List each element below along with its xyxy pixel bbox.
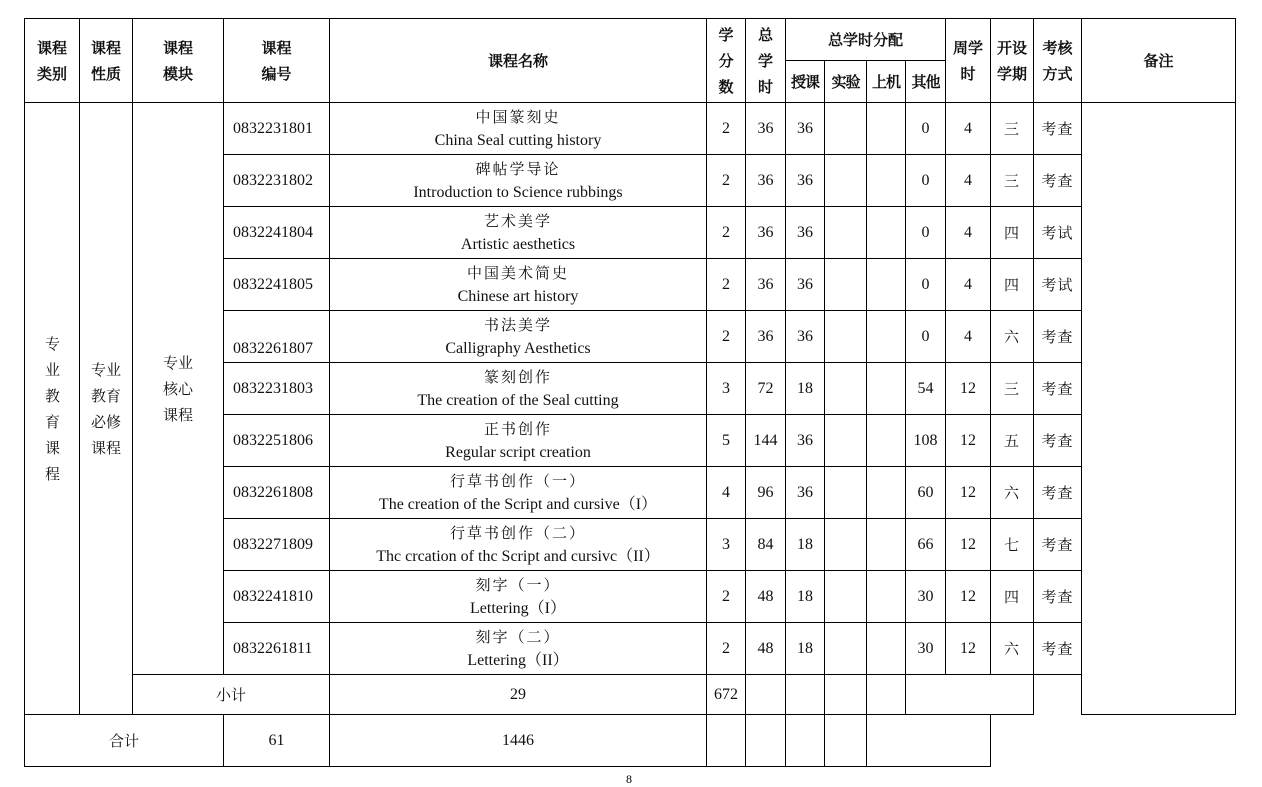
course-semester: 六 <box>991 623 1034 675</box>
course-name-cell <box>330 259 707 311</box>
course-hours: 84 <box>746 519 786 571</box>
header-assessment: 考核方式 <box>1034 19 1082 103</box>
subtotal-empty-cell <box>786 675 825 715</box>
course-name-cn: 行草书创作（二） <box>449 523 586 542</box>
header-nature: 课程性质 <box>80 19 133 103</box>
course-computer <box>867 571 906 623</box>
course-weekly: 4 <box>946 207 991 259</box>
course-name-en: The creation of the Script and cursive（I） <box>378 495 658 513</box>
course-computer <box>867 363 906 415</box>
course-semester: 六 <box>991 311 1034 363</box>
total-row <box>25 715 1236 767</box>
course-semester: 三 <box>991 103 1034 155</box>
course-lecture: 36 <box>786 415 825 467</box>
course-lecture: 18 <box>786 519 825 571</box>
course-computer <box>867 103 906 155</box>
course-other: 0 <box>906 311 946 363</box>
course-assessment: 考查 <box>1034 519 1082 571</box>
subtotal-row <box>25 675 1236 715</box>
course-code: 0832251806 <box>224 415 330 467</box>
course-name-en: Regular script creation <box>445 443 591 461</box>
course-assessment: 考查 <box>1034 467 1082 519</box>
course-code: 0832261807 <box>224 311 330 363</box>
course-credits: 4 <box>707 467 746 519</box>
header-computer: 上机 <box>867 61 906 103</box>
course-other: 54 <box>906 363 946 415</box>
course-credits: 2 <box>707 571 746 623</box>
course-name-cell <box>330 311 707 363</box>
header-credits: 学分数 <box>707 19 746 103</box>
course-code: 0832231801 <box>224 103 330 155</box>
course-credits: 3 <box>707 519 746 571</box>
course-code: 0832241805 <box>224 259 330 311</box>
course-weekly: 12 <box>946 415 991 467</box>
course-lecture: 36 <box>786 207 825 259</box>
total-empty-cell <box>825 715 867 767</box>
course-semester: 四 <box>991 207 1034 259</box>
course-hours: 36 <box>746 103 786 155</box>
header-row-1 <box>25 19 1236 61</box>
curriculum-table-wrapper <box>24 18 1236 767</box>
course-experiment <box>825 467 867 519</box>
nature-cell <box>80 103 133 715</box>
course-experiment <box>825 311 867 363</box>
total-hours: 1446 <box>330 715 707 767</box>
course-hours: 36 <box>746 311 786 363</box>
course-credits: 2 <box>707 623 746 675</box>
remarks-cell <box>1082 103 1236 715</box>
course-assessment: 考查 <box>1034 363 1082 415</box>
table-row <box>25 103 1236 155</box>
course-code: 0832231803 <box>224 363 330 415</box>
header-other: 其他 <box>906 61 946 103</box>
curriculum-table <box>24 18 1236 767</box>
course-name-en: Introduction to Science rubbings <box>413 183 623 201</box>
course-experiment <box>825 103 867 155</box>
course-experiment <box>825 207 867 259</box>
course-weekly: 4 <box>946 103 991 155</box>
category-text: 专业教育课程 <box>45 334 61 483</box>
course-other: 0 <box>906 155 946 207</box>
course-name-cell <box>330 415 707 467</box>
course-name-cell <box>330 623 707 675</box>
module-cell <box>133 103 224 675</box>
course-assessment: 考试 <box>1034 207 1082 259</box>
course-name-cn: 刻字（二） <box>475 627 561 646</box>
header-semester: 开设学期 <box>991 19 1034 103</box>
header-name: 课程名称 <box>330 19 707 103</box>
course-code: 0832271809 <box>224 519 330 571</box>
course-hours: 96 <box>746 467 786 519</box>
course-name-cn: 中国篆刻史 <box>475 107 561 126</box>
course-experiment <box>825 363 867 415</box>
subtotal-empty-cell <box>867 675 906 715</box>
course-computer <box>867 311 906 363</box>
course-lecture: 36 <box>786 155 825 207</box>
course-weekly: 12 <box>946 467 991 519</box>
course-other: 0 <box>906 103 946 155</box>
course-name-cell <box>330 467 707 519</box>
course-other: 0 <box>906 259 946 311</box>
course-name-en: The creation of the Seal cutting <box>417 391 619 409</box>
course-name-en: Thc crcation of thc Script and cursivc（II） <box>376 547 660 565</box>
header-weekly-hours: 周学时 <box>946 19 991 103</box>
course-semester: 七 <box>991 519 1034 571</box>
course-assessment: 考查 <box>1034 155 1082 207</box>
course-assessment: 考试 <box>1034 259 1082 311</box>
header-remarks: 备注 <box>1082 19 1236 103</box>
course-experiment <box>825 571 867 623</box>
course-credits: 3 <box>707 363 746 415</box>
course-semester: 三 <box>991 363 1034 415</box>
total-empty-cell <box>746 715 786 767</box>
course-hours: 36 <box>746 259 786 311</box>
course-experiment <box>825 155 867 207</box>
course-hours: 36 <box>746 155 786 207</box>
course-lecture: 18 <box>786 363 825 415</box>
subtotal-credits: 29 <box>330 675 707 715</box>
course-weekly: 12 <box>946 571 991 623</box>
course-code: 0832261811 <box>224 623 330 675</box>
course-name-en: Chinese art history <box>457 287 579 305</box>
course-lecture: 36 <box>786 259 825 311</box>
course-computer <box>867 623 906 675</box>
course-assessment: 考查 <box>1034 103 1082 155</box>
course-name-cn: 书法美学 <box>483 315 552 334</box>
course-credits: 2 <box>707 311 746 363</box>
course-name-cn: 行草书创作（一） <box>449 471 586 490</box>
header-code: 课程编号 <box>224 19 330 103</box>
course-name-cn: 中国美术简史 <box>466 263 569 282</box>
course-name-en: China Seal cutting history <box>434 131 602 149</box>
course-weekly: 12 <box>946 623 991 675</box>
course-other: 30 <box>906 571 946 623</box>
course-semester: 四 <box>991 571 1034 623</box>
header-category: 课程类别 <box>25 19 80 103</box>
course-computer <box>867 207 906 259</box>
course-name-cn: 刻字（一） <box>475 575 561 594</box>
course-weekly: 4 <box>946 311 991 363</box>
subtotal-label: 小计 <box>133 675 330 715</box>
page-number: 8 <box>626 772 632 786</box>
header-lecture: 授课 <box>786 61 825 103</box>
course-credits: 2 <box>707 259 746 311</box>
course-credits: 2 <box>707 207 746 259</box>
course-name-en: Artistic aesthetics <box>460 235 576 253</box>
course-name-cn: 篆刻创作 <box>483 367 552 386</box>
course-semester: 四 <box>991 259 1034 311</box>
total-credits: 61 <box>224 715 330 767</box>
course-name-cell <box>330 155 707 207</box>
total-empty-cell <box>786 715 825 767</box>
course-credits: 5 <box>707 415 746 467</box>
course-credits: 2 <box>707 103 746 155</box>
course-weekly: 4 <box>946 259 991 311</box>
course-name-en: Calligraphy Aesthetics <box>445 339 591 357</box>
course-name-en: Lettering（II） <box>467 651 569 669</box>
course-computer <box>867 467 906 519</box>
course-code: 0832231802 <box>224 155 330 207</box>
course-hours: 72 <box>746 363 786 415</box>
course-lecture: 36 <box>786 103 825 155</box>
course-assessment: 考查 <box>1034 415 1082 467</box>
course-computer <box>867 259 906 311</box>
course-credits: 2 <box>707 155 746 207</box>
course-name-cell <box>330 571 707 623</box>
total-empty-cell <box>867 715 991 767</box>
course-experiment <box>825 259 867 311</box>
header-total-hours: 总学时 <box>746 19 786 103</box>
course-code: 0832261808 <box>224 467 330 519</box>
course-hours: 48 <box>746 571 786 623</box>
module-text: 专业核心课程 <box>162 353 193 424</box>
course-experiment <box>825 623 867 675</box>
course-other: 60 <box>906 467 946 519</box>
course-lecture: 36 <box>786 311 825 363</box>
course-weekly: 4 <box>946 155 991 207</box>
course-name-cell <box>330 207 707 259</box>
course-semester: 五 <box>991 415 1034 467</box>
course-assessment: 考查 <box>1034 311 1082 363</box>
course-other: 108 <box>906 415 946 467</box>
course-code: 0832241810 <box>224 571 330 623</box>
total-empty-cell <box>707 715 746 767</box>
subtotal-empty-cell <box>825 675 867 715</box>
course-name-cell <box>330 363 707 415</box>
course-name-cell <box>330 519 707 571</box>
course-experiment <box>825 415 867 467</box>
course-assessment: 考查 <box>1034 623 1082 675</box>
course-computer <box>867 519 906 571</box>
course-lecture: 18 <box>786 571 825 623</box>
course-name-cn: 艺术美学 <box>483 211 552 230</box>
header-module: 课程模块 <box>133 19 224 103</box>
course-name-cell <box>330 103 707 155</box>
category-cell <box>25 103 80 715</box>
total-label: 合计 <box>25 715 224 767</box>
course-name-cn: 碑帖学导论 <box>475 159 561 178</box>
course-lecture: 36 <box>786 467 825 519</box>
course-computer <box>867 155 906 207</box>
course-assessment: 考查 <box>1034 571 1082 623</box>
course-lecture: 18 <box>786 623 825 675</box>
header-distribution: 总学时分配 <box>786 19 946 61</box>
course-hours: 144 <box>746 415 786 467</box>
subtotal-hours: 672 <box>707 675 746 715</box>
course-other: 66 <box>906 519 946 571</box>
course-name-cn: 正书创作 <box>483 419 552 438</box>
course-hours: 48 <box>746 623 786 675</box>
course-semester: 三 <box>991 155 1034 207</box>
course-weekly: 12 <box>946 363 991 415</box>
course-semester: 六 <box>991 467 1034 519</box>
course-computer <box>867 415 906 467</box>
course-hours: 36 <box>746 207 786 259</box>
nature-text: 专业教育必修课程 <box>90 360 121 457</box>
course-weekly: 12 <box>946 519 991 571</box>
course-name-en: Lettering（I） <box>470 599 566 617</box>
course-experiment <box>825 519 867 571</box>
header-experiment: 实验 <box>825 61 867 103</box>
course-code: 0832241804 <box>224 207 330 259</box>
subtotal-empty-cell <box>906 675 1034 715</box>
course-other: 0 <box>906 207 946 259</box>
subtotal-empty-cell <box>746 675 786 715</box>
course-other: 30 <box>906 623 946 675</box>
